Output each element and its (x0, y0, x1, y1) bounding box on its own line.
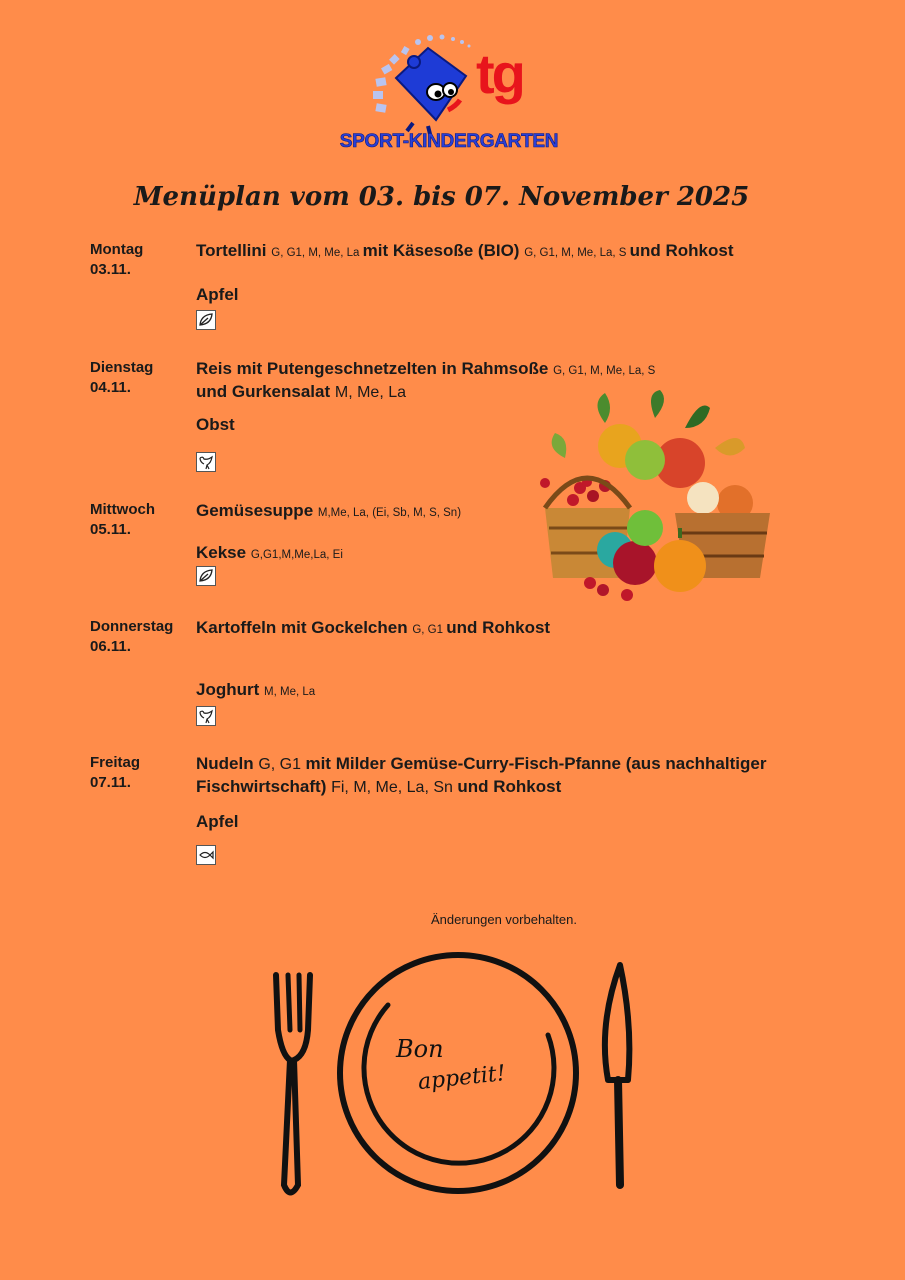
allergen-codes: G, G1, M, Me, La, S (524, 247, 630, 259)
logo (318, 28, 588, 158)
menu-line1 (196, 240, 836, 264)
allergen-codes: G, G1, M, Me, La, S (553, 365, 656, 377)
allergen-codes: M, Me, La (334, 384, 407, 401)
menu-line1 (196, 753, 836, 776)
day-date: 07.11. (90, 774, 131, 791)
dish-text: Gemüsesuppe (196, 501, 318, 520)
chicken-icon (196, 452, 216, 472)
allergen-codes: M, Me, La (264, 686, 316, 698)
dish-text: Kartoffeln mit Gockelchen (196, 618, 413, 637)
day-name: Freitag (90, 754, 141, 771)
dessert-name: Kekse (196, 543, 247, 562)
allergen-codes: M,Me, La, (Ei, Sb, M, S, Sn) (317, 507, 462, 519)
dessert-name: Apfel (196, 812, 239, 831)
leaf-icon (196, 310, 216, 330)
menu-line1 (196, 358, 836, 382)
dessert (196, 543, 343, 563)
fish-icon (196, 845, 216, 865)
disclaimer-note: Änderungen vorbehalten. (430, 912, 577, 927)
day-label (90, 240, 143, 280)
plate-text-appetit: appetit! (416, 1061, 507, 1096)
dessert (196, 415, 235, 435)
allergen-codes: Fi, M, Me, La, Sn (331, 779, 458, 796)
day-label (90, 358, 153, 398)
dessert-name: Obst (196, 415, 235, 434)
dessert-name: Joghurt (196, 680, 260, 699)
allergen-codes: G, G1 (412, 624, 447, 636)
day-date: 05.11. (90, 521, 131, 538)
dish-text: und Rohkost (629, 241, 734, 260)
dessert (196, 680, 315, 700)
day-name: Mittwoch (90, 501, 155, 518)
day-label (90, 500, 155, 540)
day-name: Donnerstag (90, 618, 174, 635)
dish-text: Tortellini (196, 241, 272, 260)
allergen-codes: G, G1, M, Me, La (271, 247, 363, 259)
dish-text: und Rohkost (446, 618, 551, 637)
dish-text: und Gurkensalat (196, 382, 335, 401)
day-date: 06.11. (90, 638, 131, 655)
dish-text: mit Käsesoße (BIO) (362, 241, 525, 260)
menu-line2 (196, 776, 836, 799)
allergen-codes: G, G1 (258, 756, 306, 773)
menu-line1 (196, 617, 836, 641)
dish-text: Fischwirtschaft) (196, 777, 332, 796)
day-name: Dienstag (90, 359, 154, 376)
dish-text: Nudeln (196, 754, 259, 773)
day-label (90, 617, 173, 657)
chicken-icon (196, 706, 216, 726)
allergen-codes: G,G1,M,Me,La, Ei (250, 549, 343, 561)
plate-cutlery-icon (268, 945, 638, 1205)
logo-brand: tg (476, 42, 523, 105)
dish-text: mit Milder Gemüse-Curry-Fisch-Pfanne (aus nachhaltiger (305, 754, 767, 773)
dessert (196, 812, 239, 832)
dish-text: Reis mit Putengeschnetzelten in Rahmsoße (196, 359, 554, 378)
day-label (90, 753, 140, 793)
day-date: 04.11. (90, 379, 131, 396)
day-date: 03.11. (90, 261, 131, 278)
fruit-basket-icon (535, 388, 775, 603)
dessert-name: Apfel (196, 285, 239, 304)
page-title: Menüplan vom 03. bis 07. November 2025 (133, 182, 750, 212)
leaf-icon (196, 566, 216, 586)
dish-text: und Rohkost (457, 777, 562, 796)
dessert (196, 285, 239, 305)
plate-text-bon: Bon (396, 1035, 444, 1063)
logo-name: SPORT-KINDERGARTEN (339, 131, 559, 152)
day-name: Montag (90, 241, 144, 258)
